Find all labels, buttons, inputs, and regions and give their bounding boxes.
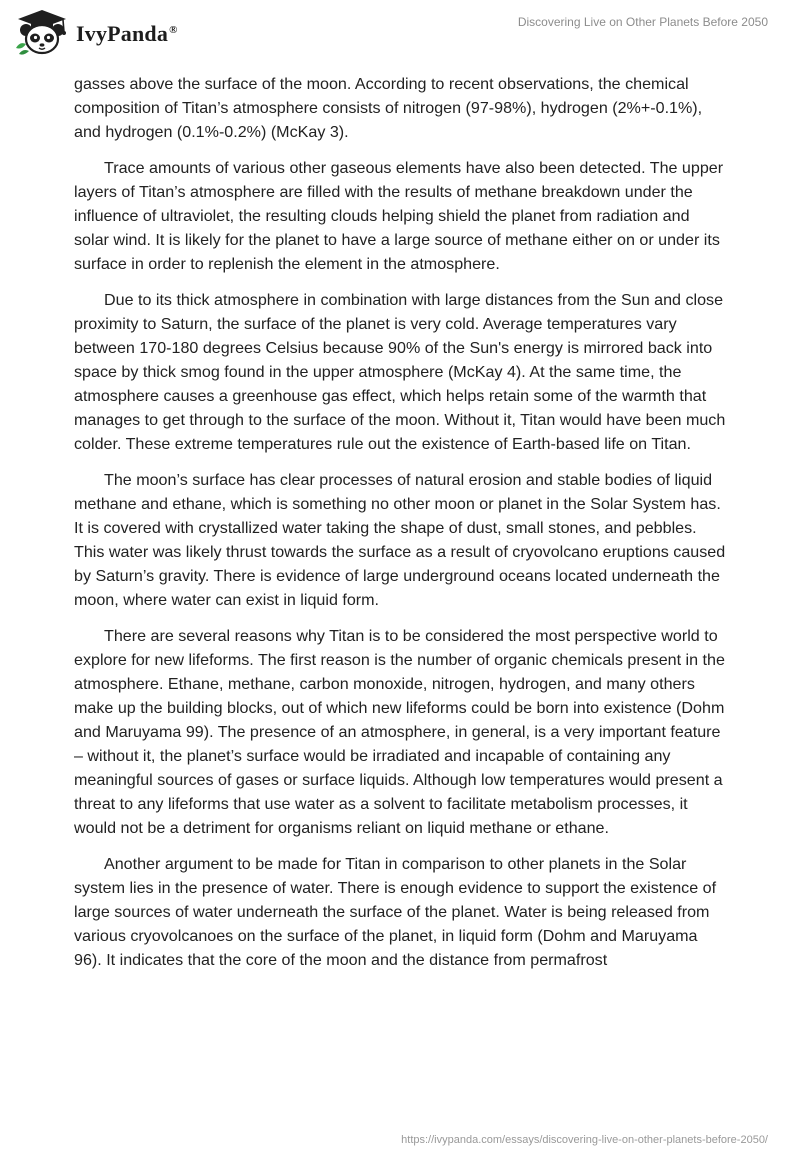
- paragraph-4: The moon’s surface has clear processes of natural erosion and stable bodies of liquid methane and ethane, which is something no other moon or planet in the Solar System has. It is covered with crystallized water taking the shape of dust, small stones, and pebbles. This water was likely thrust towards the surface as a result of cryovolcano eruptions caused by Saturn’s gravity. There is evidence of large underground oceans located underneath the moon, where water can exist in liquid form.: [74, 471, 726, 609]
- paragraph-6: Another argument to be made for Titan in comparison to other planets in the Solar system lies in the presence of water. There is enough evidence to support the existence of large sources of water underneath the surface of the planet. Water is being released from various cryovolcanoes on the surface of the planet, in liquid form (Dohm and Maruyama 96). It indicates that the core of the moon and the distance from permafrost: [74, 855, 717, 969]
- registered-mark: ®: [169, 23, 178, 36]
- paragraph-5: There are several reasons why Titan is to be considered the most perspective world to explore for new lifeforms. The first reason is the number of organic chemicals present in the atmosphere. Ethane, methane, carbon monoxide, nitrogen, hydrogen, and many others make up the building blocks, out of which new lifeforms could be born into existence (Dohm and Maruyama 99). The presence of an atmosphere, in general, is a very important feature – without it, the planet’s surface would be irradiated and incapable of containing any meaningful sources of gases or surface liquids. Although low temperatures would present a threat to any lifeforms that use water as a solvent to facilitate metabolism processes, it would not be a detriment for organisms reliant on liquid methane or ethane.: [74, 627, 725, 837]
- panda-graduate-icon: [14, 8, 70, 56]
- paragraph-1: gasses above the surface of the moon. According to recent observations, the chemical composition of Titan’s atmosphere consists of nitrogen (97-98%), hydrogen (2%+-0.1%), and hydrogen (0.1%-0.2%) (McKay 3).: [74, 75, 703, 141]
- paragraph-3: Due to its thick atmosphere in combination with large distances from the Sun and close proximity to Saturn, the surface of the planet is very cold. Average temperatures vary between 170-180 degrees Celsius because 90% of the Sun's energy is mirrored back into space by thick smog found in the upper atmosphere (McKay 4). At the same time, the atmosphere causes a greenhouse gas effect, which helps retain some of the warmth that manages to get through to the surface of the moon. Without it, Titan would have been much colder. These extreme temperatures rule out the existence of Earth-based life on Titan.: [74, 291, 726, 453]
- source-url[interactable]: https://ivypanda.com/essays/discovering-live-on-other-planets-before-2050/: [401, 1134, 768, 1146]
- page-header: [0, 0, 800, 70]
- essay-body: [74, 72, 726, 984]
- running-title: Discovering Live on Other Planets Before 2050: [517, 15, 768, 29]
- logo-text: IvyPanda: [76, 21, 169, 46]
- paragraph-2: Trace amounts of various other gaseous elements have also been detected. The upper layers of Titan’s atmosphere are filled with the results of methane breakdown under the influence of ultraviolet, the resulting clouds helping shield the planet from radiation and solar wind. It is likely for the planet to have a large source of methane either on or under its surface in order to replenish the element in the atmosphere.: [74, 159, 724, 273]
- ivypanda-logo[interactable]: [14, 8, 178, 56]
- logo-wordmark: [76, 21, 178, 47]
